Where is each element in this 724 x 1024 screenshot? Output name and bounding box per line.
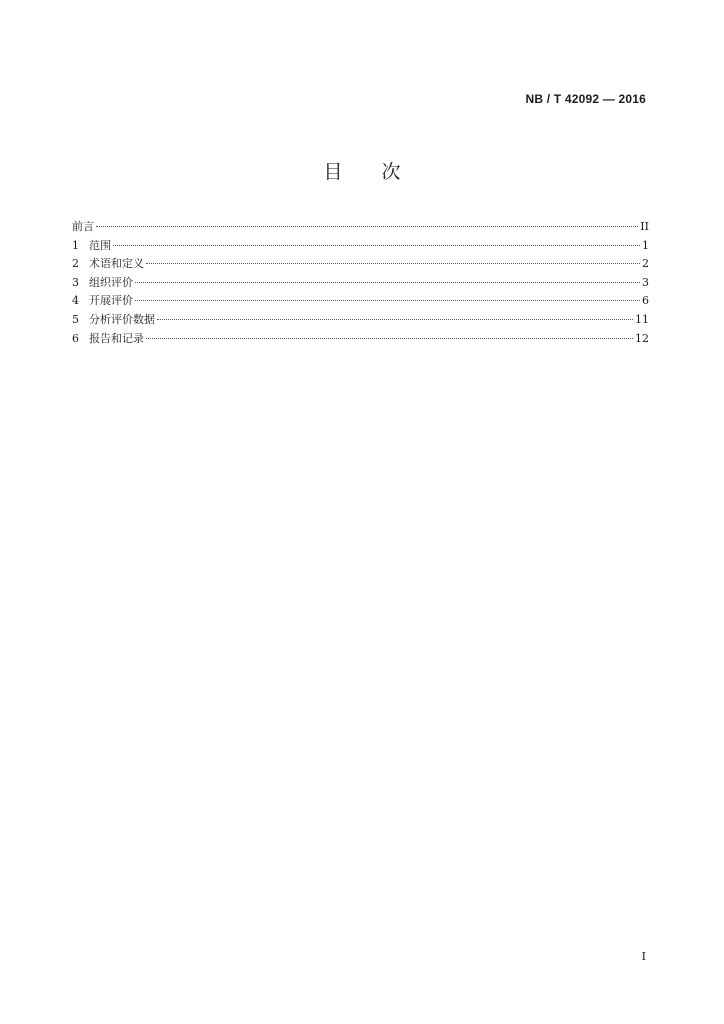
toc-entry-page: II — [640, 220, 649, 233]
toc-leader-dots — [135, 282, 640, 283]
toc-entry-conduct[interactable] — [72, 292, 649, 311]
toc-leader-dots — [146, 338, 633, 339]
toc-title-char-2: 次 — [381, 161, 401, 183]
toc-entry-label: 范围 — [89, 238, 111, 252]
toc-entry-label: 报告和记录 — [89, 331, 144, 345]
toc-entry-label: 术语和定义 — [89, 257, 144, 271]
toc-leader-dots — [146, 263, 640, 264]
toc-entry-label: 组织评价 — [89, 275, 133, 289]
toc-entry-page: 2 — [642, 257, 649, 271]
toc-title-char-1: 目 — [323, 161, 343, 183]
toc-entry-terms[interactable] — [72, 255, 649, 274]
toc-entry-page: 1 — [642, 238, 649, 252]
toc-entry-page: 12 — [635, 331, 649, 345]
page-number: I — [641, 950, 646, 963]
toc-entry-foreword[interactable] — [72, 218, 649, 237]
toc-entry-page: 3 — [642, 275, 649, 289]
toc-entry-number: 2 — [72, 257, 79, 271]
toc-entry-label: 分析评价数据 — [89, 312, 155, 326]
toc-entry-organize[interactable] — [72, 274, 649, 293]
table-of-contents — [72, 218, 649, 348]
toc-entry-report[interactable] — [72, 330, 649, 349]
toc-leader-dots — [113, 245, 640, 246]
toc-title — [0, 157, 724, 184]
toc-leader-dots — [157, 319, 633, 320]
toc-entry-number: 3 — [72, 275, 79, 289]
toc-entry-label: 前言 — [72, 220, 94, 233]
standard-code: NB / T 42092 — 2016 — [525, 92, 646, 106]
toc-leader-dots — [96, 226, 638, 227]
toc-entry-page: 11 — [635, 312, 649, 326]
toc-entry-label: 开展评价 — [89, 294, 133, 308]
toc-entry-analyze[interactable] — [72, 311, 649, 330]
toc-leader-dots — [135, 300, 640, 301]
toc-entry-scope[interactable] — [72, 237, 649, 256]
toc-entry-number: 4 — [72, 294, 79, 308]
toc-entry-number: 5 — [72, 312, 79, 326]
toc-entry-page: 6 — [642, 294, 649, 308]
toc-entry-number: 6 — [72, 331, 79, 345]
toc-entry-number: 1 — [72, 238, 79, 252]
